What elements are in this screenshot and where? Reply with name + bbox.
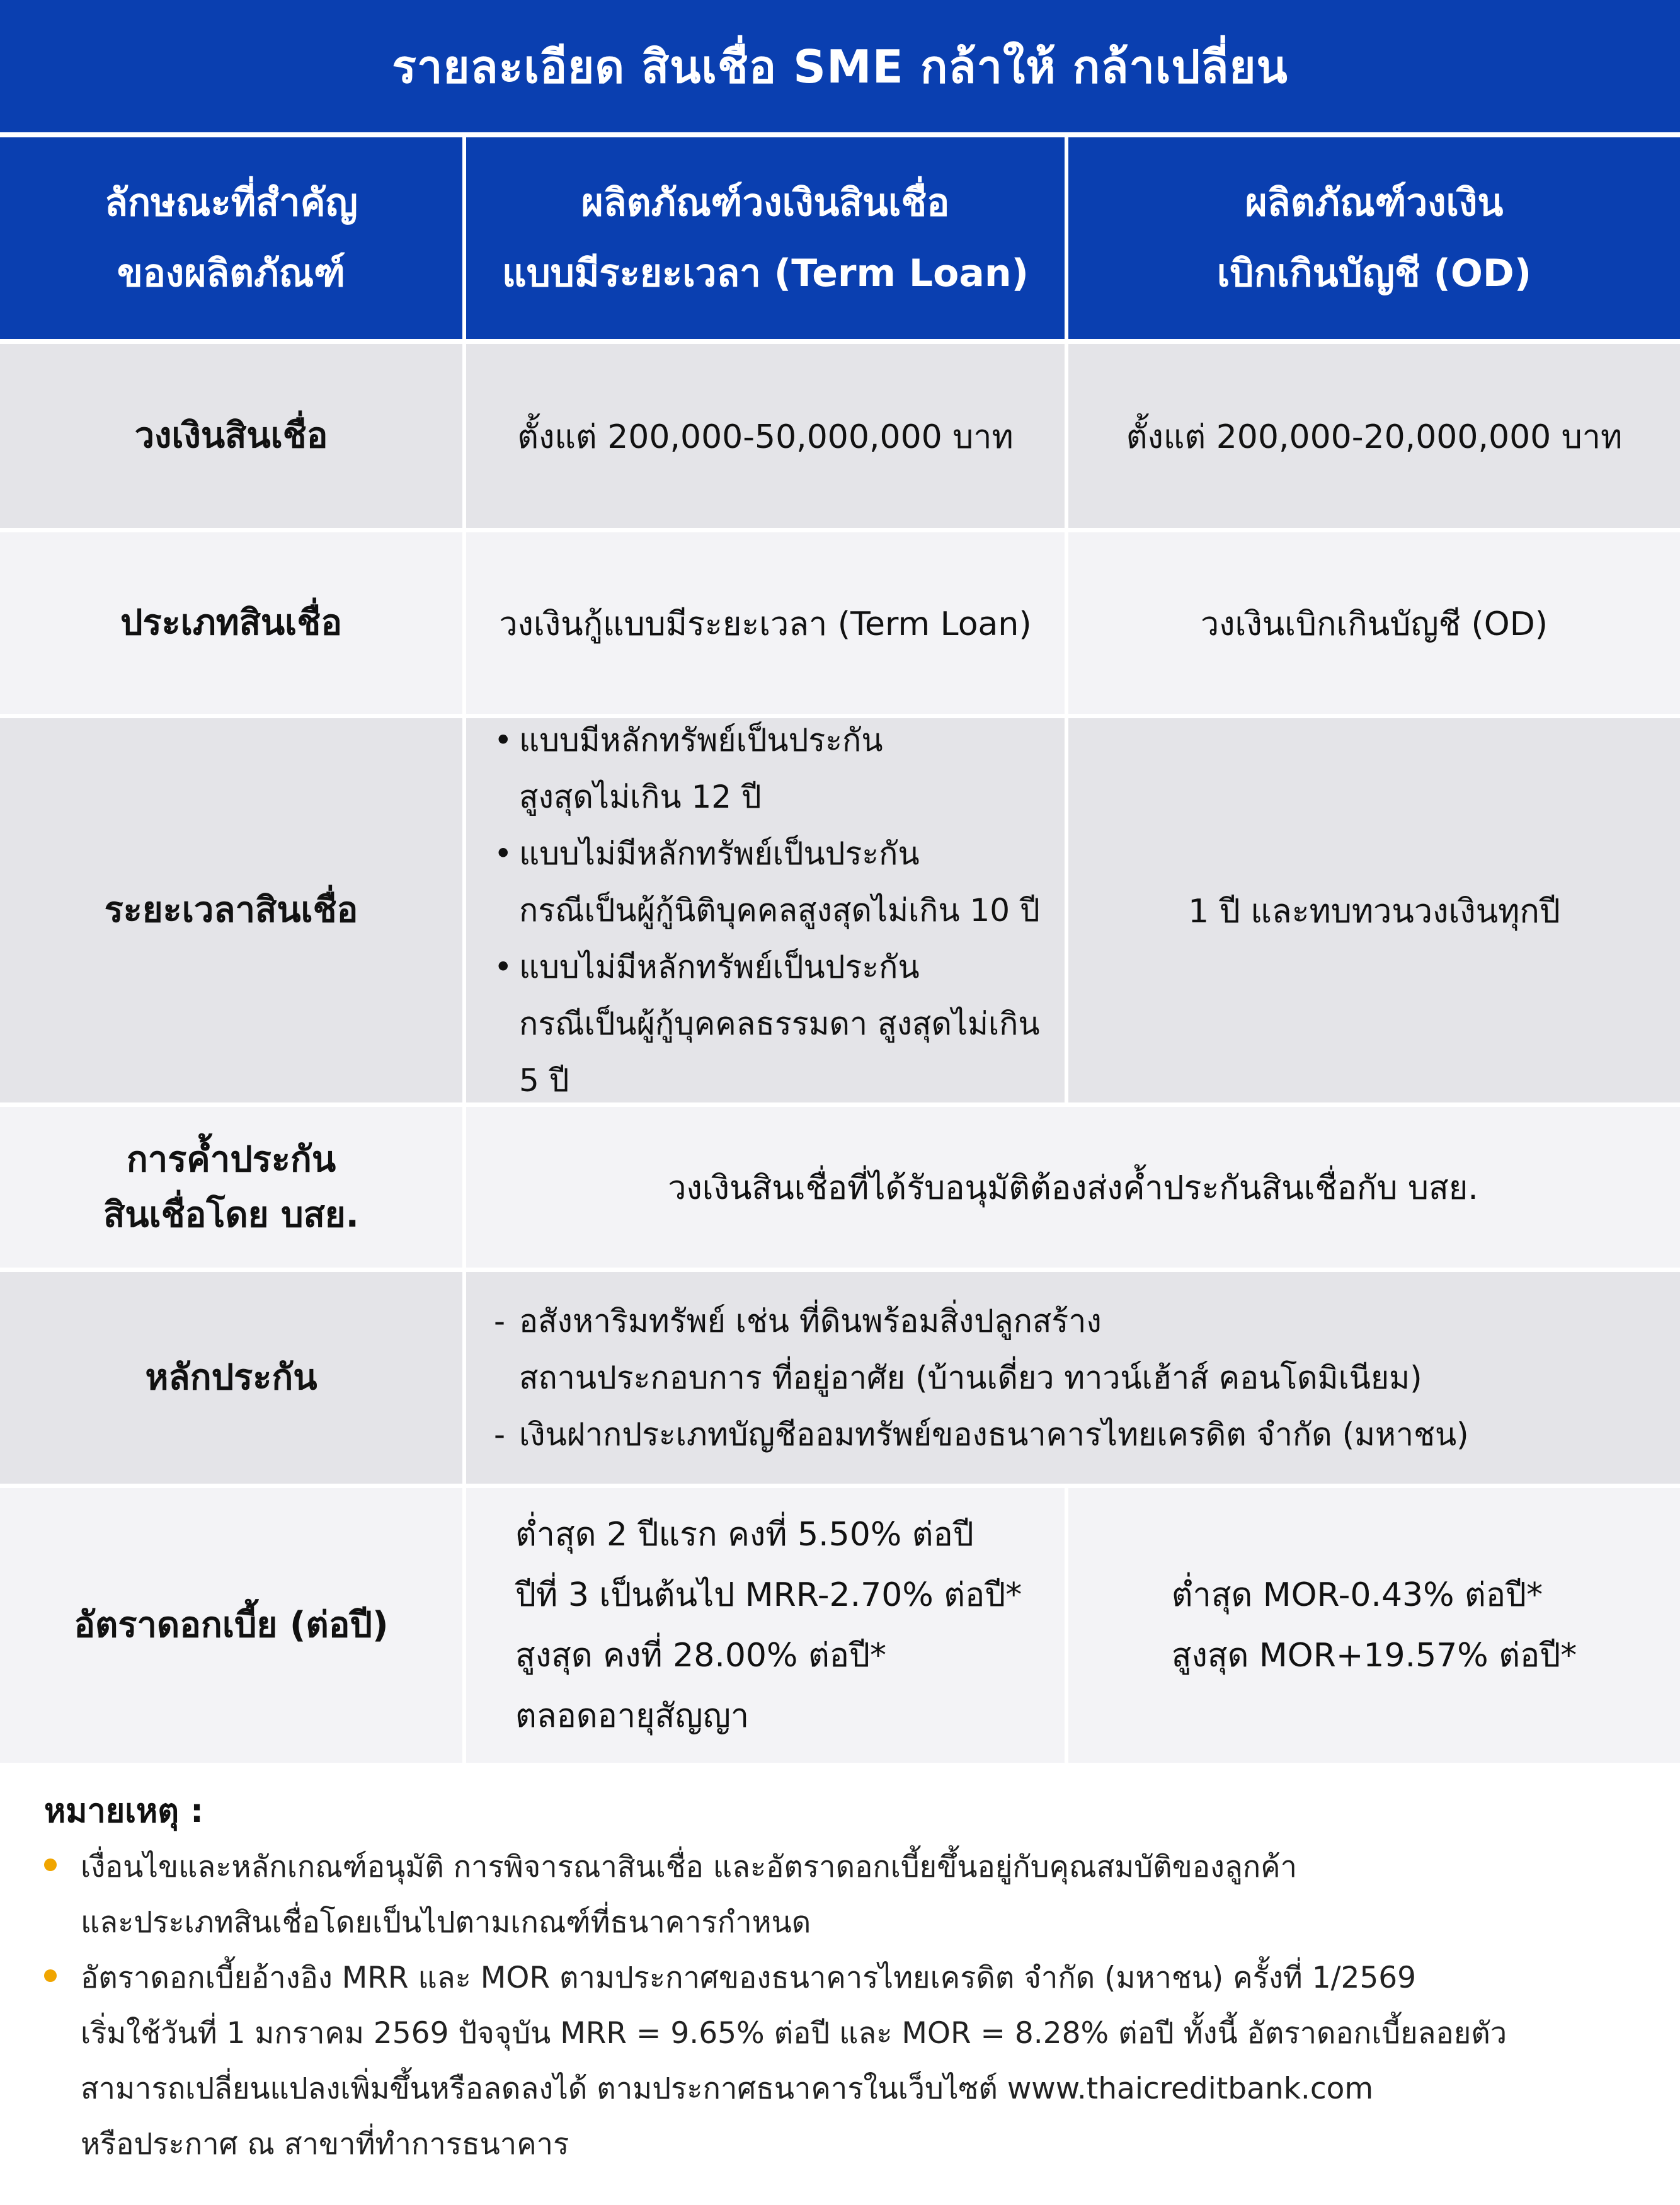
notes-section [44,1783,1644,2172]
header-od-line2: เบิกเกินบัญชี (OD) [1216,251,1532,295]
interest-term-loan-lines [515,1504,1022,1746]
interest-line: ต่ำสุด MOR-0.43% ต่อปี* [1171,1576,1543,1614]
page-title: รายละเอียด สินเชื่อ SME กล้าให้ กล้าเปลี่ยน [0,0,1680,132]
term-list [489,712,1065,1109]
interest-line: ตลอดอายุสัญญา [515,1697,750,1735]
cell-guarantee-value: วงเงินสินเชื่อที่ได้รับอนุมัติต้องส่งค้ำประกันสินเชื่อกับ บสย. [466,1107,1680,1268]
note-line: สามารถเปลี่ยนแปลงเพิ่มขึ้นหรือลดลงได้ ตามประกาศธนาคารในเว็บไซต์ www.thaicreditbank.com [81,2071,1374,2106]
row-label-line1: การค้ำประกัน [126,1138,336,1180]
row-label-line2: สินเชื่อโดย บสย. [103,1194,359,1235]
note-item [44,1950,1644,2172]
interest-line: ปีที่ 3 เป็นต้นไป MRR-2.70% ต่อปี* [515,1576,1022,1614]
header-term-loan [466,137,1065,339]
table-row-credit-limit [0,344,1680,528]
header-term-loan-line2: แบบมีระยะเวลา (Term Loan) [502,251,1029,295]
bullet-dot-icon [44,1969,57,1982]
cell-od: วงเงินเบิกเกินบัญชี (OD) [1068,532,1680,714]
note-line: เงื่อนไขและหลักเกณฑ์อนุมัติ การพิจารณาสินเชื่อ และอัตราดอกเบี้ยขึ้นอยู่กับคุณสมบัติของลูกค้า [81,1850,1297,1884]
cell-term-loan [466,718,1065,1102]
notes-title: หมายเหตุ : [44,1792,203,1830]
cell-term-loan: วงเงินกู้แบบมีระยะเวลา (Term Loan) [466,532,1065,714]
table-row-credit-term [0,718,1680,1102]
list-item: • แบบไม่มีหลักทรัพย์เป็นประกัน [489,939,1065,995]
row-label [0,1107,462,1268]
cell-od: 1 ปี และทบทวนวงเงินทุกปี [1068,718,1680,1102]
row-label: ระยะเวลาสินเชื่อ [0,718,462,1102]
list-item: - อสังหาริมทรัพย์ เช่น ที่ดินพร้อมสิ่งปลูกสร้าง [489,1293,1469,1349]
cell-term-loan [466,1488,1065,1763]
cell-od: ตั้งแต่ 200,000-20,000,000 บาท [1068,344,1680,528]
list-item-continued: สถานประกอบการ ที่อยู่อาศัย (บ้านเดี่ยว ทาวน์เฮ้าส์ คอนโดมิเนียม) [519,1360,1422,1396]
row-label: ประเภทสินเชื่อ [0,532,462,714]
cell-term-loan: ตั้งแต่ 200,000-50,000,000 บาท [466,344,1065,528]
interest-line: สูงสุด คงที่ 28.00% ต่อปี* [515,1637,886,1675]
cell-od [1068,1488,1680,1763]
row-label: วงเงินสินเชื่อ [0,344,462,528]
note-line: และประเภทสินเชื่อโดยเป็นไปตามเกณฑ์ที่ธนาคารกำหนด [81,1905,811,1940]
list-item-continued: สูงสุดไม่เกิน 12 ปี [519,779,762,815]
row-label: หลักประกัน [0,1272,462,1484]
note-item [44,1840,1644,1950]
cell-collateral-value [466,1272,1680,1484]
header-od [1068,137,1680,339]
list-item-continued: กรณีเป็นผู้กู้บุคคลธรรมดา สูงสุดไม่เกิน 5 ปี [519,1005,1040,1099]
collateral-list [489,1293,1469,1463]
interest-line: สูงสุด MOR+19.57% ต่อปี* [1171,1637,1577,1675]
table-row-interest [0,1488,1680,1763]
header-features-line1: ลักษณะที่สำคัญ [105,181,358,225]
row-label: อัตราดอกเบี้ย (ต่อปี) [0,1488,462,1763]
table-header [0,137,1680,339]
header-features-line2: ของผลิตภัณฑ์ [117,251,346,295]
list-item: - เงินฝากประเภทบัญชีออมทรัพย์ของธนาคารไทยเครดิต จำกัด (มหาชน) [489,1406,1469,1463]
bullet-dot-icon [44,1858,57,1871]
note-line: อัตราดอกเบี้ยอ้างอิง MRR และ MOR ตามประกาศของธนาคารไทยเครดิต จำกัด (มหาชน) ครั้งที่ 1/2569 [81,1961,1417,1995]
table-row-collateral [0,1272,1680,1484]
header-od-line1: ผลิตภัณฑ์วงเงิน [1245,181,1504,225]
header-features [0,137,462,339]
list-item: • แบบไม่มีหลักทรัพย์เป็นประกัน [489,825,1065,882]
note-line: หรือประกาศ ณ สาขาที่ทำการธนาคาร [81,2127,569,2162]
interest-od-lines [1172,1565,1577,1686]
interest-line: ต่ำสุด 2 ปีแรก คงที่ 5.50% ต่อปี [515,1516,974,1554]
list-item: • แบบมีหลักทรัพย์เป็นประกัน [489,712,1065,769]
table-row-credit-type [0,532,1680,714]
list-item-continued: กรณีเป็นผู้กู้นิติบุคคลสูงสุดไม่เกิน 10 ปี [519,892,1040,929]
header-term-loan-line1: ผลิตภัณฑ์วงเงินสินเชื่อ [581,181,950,225]
table-row-guarantee [0,1107,1680,1268]
note-line: เริ่มใช้วันที่ 1 มกราคม 2569 ปัจจุบัน MRR = 9.65% ต่อปี และ MOR = 8.28% ต่อปี ทั้งนี้ อัตราดอกเบี้ยลอยตัว [81,2016,1507,2051]
